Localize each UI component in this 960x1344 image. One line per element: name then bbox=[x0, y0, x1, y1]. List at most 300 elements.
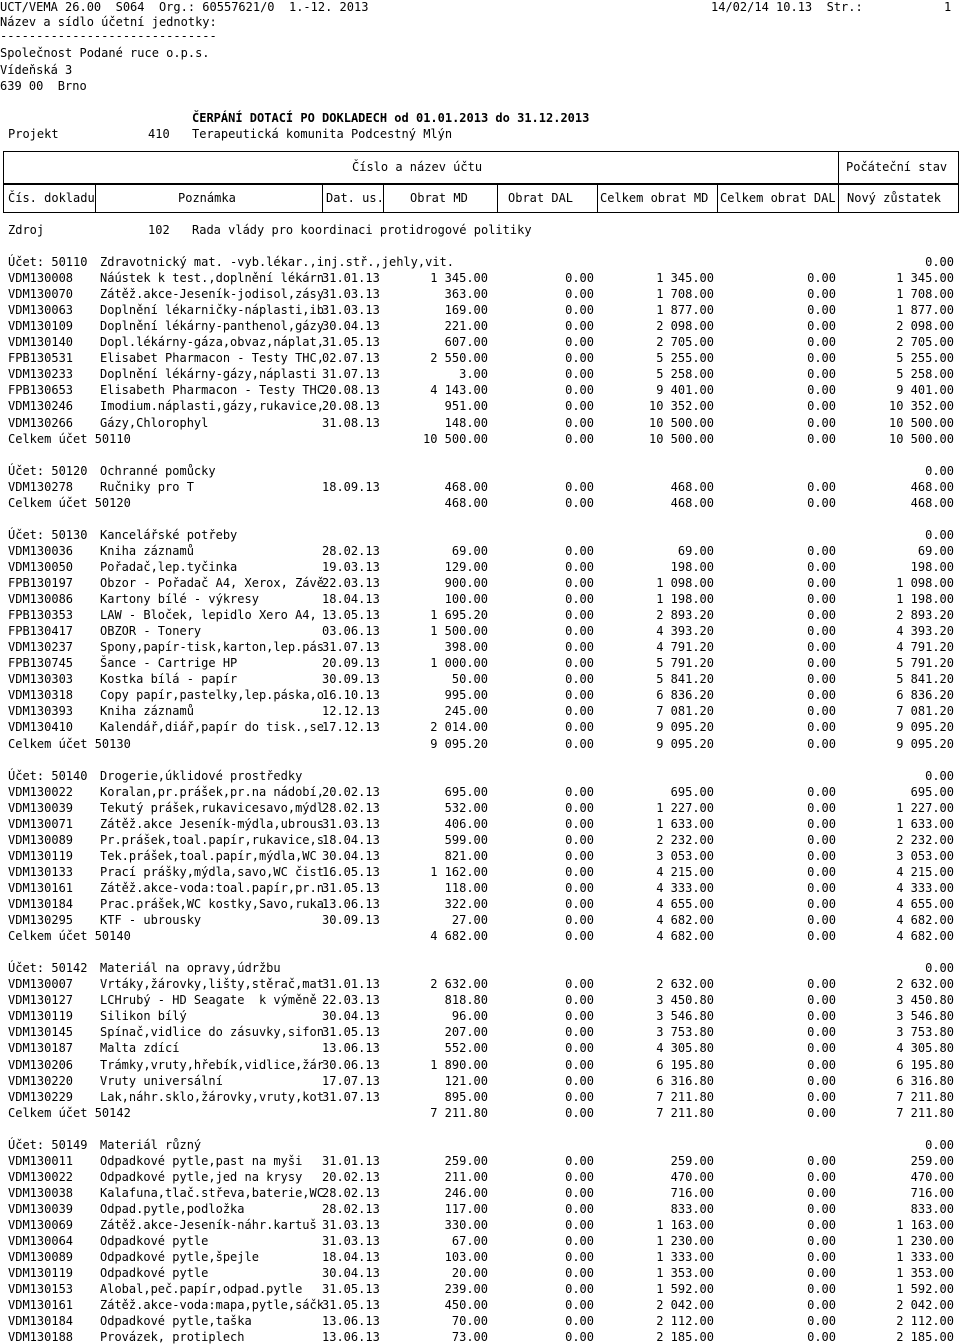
credit: 0.00 bbox=[565, 720, 594, 735]
total-debit: 5 255.00 bbox=[656, 351, 714, 366]
doc-number: VDM130127 bbox=[8, 993, 74, 1008]
debit: 695.00 bbox=[444, 784, 488, 799]
doc-number: VDM130071 bbox=[8, 816, 74, 831]
total-credit: 0.00 bbox=[807, 1185, 836, 1200]
credit: 0.00 bbox=[565, 1073, 594, 1088]
org-street: Vídeňská 3 bbox=[0, 63, 73, 77]
source-label: Zdroj bbox=[8, 223, 45, 237]
doc-number: VDM130119 bbox=[8, 848, 74, 863]
credit: 0.00 bbox=[565, 271, 594, 286]
credit: 0.00 bbox=[565, 832, 594, 847]
debit: 468.00 bbox=[444, 479, 488, 494]
doc-number: VDM130038 bbox=[8, 1185, 74, 1200]
table-row bbox=[0, 993, 960, 1007]
doc-number: VDM130050 bbox=[8, 559, 74, 574]
note: Kniha záznamů bbox=[100, 543, 194, 558]
total-credit: 0.00 bbox=[807, 1330, 836, 1344]
debit: 1 890.00 bbox=[430, 1057, 488, 1072]
total-debit: 6 316.80 bbox=[656, 1073, 714, 1088]
note: Tekutý prášek,rukavicesavo,mýdl bbox=[100, 800, 324, 815]
credit: 0.00 bbox=[565, 543, 594, 558]
doc-number: VDM130119 bbox=[8, 1009, 74, 1024]
total-credit: 0.00 bbox=[807, 640, 836, 655]
posting-date: 17.12.13 bbox=[322, 720, 380, 735]
debit: 1 000.00 bbox=[430, 656, 488, 671]
new-balance: 1 633.00 bbox=[896, 816, 954, 831]
posting-date: 31.01.13 bbox=[322, 977, 380, 992]
total-credit: 0.00 bbox=[807, 816, 836, 831]
table-row bbox=[0, 319, 960, 333]
posting-date: 13.06.13 bbox=[322, 1330, 380, 1344]
col-header: Celkem obrat DAL bbox=[720, 191, 836, 205]
account-name: Kancelářské potřeby bbox=[100, 527, 238, 542]
doc-number: VDM130039 bbox=[8, 1201, 74, 1216]
header-divider bbox=[838, 152, 839, 183]
table-row bbox=[0, 913, 960, 927]
col-header: Nový zůstatek bbox=[847, 191, 941, 205]
new-balance: 69.00 bbox=[917, 543, 954, 558]
table-row bbox=[0, 399, 960, 413]
debit: 532.00 bbox=[444, 800, 488, 815]
posting-date: 31.08.13 bbox=[322, 415, 380, 430]
credit: 0.00 bbox=[565, 1201, 594, 1216]
new-balance: 470.00 bbox=[910, 1169, 954, 1184]
posting-date: 31.07.13 bbox=[322, 367, 380, 382]
doc-number: VDM130008 bbox=[8, 271, 74, 286]
credit: 0.00 bbox=[565, 993, 594, 1008]
posting-date: 20.02.13 bbox=[322, 784, 380, 799]
note: Zátěž.akce-Jeseník-náhr.kartuš bbox=[100, 1218, 317, 1232]
total-credit: 0.00 bbox=[807, 576, 836, 590]
posting-date: 30.09.13 bbox=[322, 913, 380, 928]
account-total-row bbox=[0, 1106, 960, 1120]
total-credit: 0.00 bbox=[807, 1105, 836, 1120]
total-credit: 0.00 bbox=[807, 1153, 836, 1168]
posting-date: 18.04.13 bbox=[322, 1250, 380, 1265]
table-row bbox=[0, 287, 960, 301]
debit: 245.00 bbox=[444, 704, 488, 719]
source-name: Rada vlády pro koordinaci protidrogové politiky bbox=[192, 223, 532, 237]
doc-number: VDM130036 bbox=[8, 543, 74, 558]
page-number: 1 bbox=[944, 0, 952, 14]
credit: 0.00 bbox=[565, 864, 594, 879]
total-debit: 198.00 bbox=[670, 559, 714, 574]
note: Doplnění lékarničky-náplasti,ib bbox=[100, 303, 324, 318]
total-debit: 2 042.00 bbox=[656, 1298, 714, 1313]
table-row bbox=[0, 1282, 960, 1296]
new-balance: 6 195.80 bbox=[896, 1057, 954, 1072]
org-divider: ------------------------------ bbox=[0, 29, 217, 43]
new-balance: 2 098.00 bbox=[896, 319, 954, 334]
credit: 0.00 bbox=[565, 559, 594, 574]
new-balance: 1 345.00 bbox=[896, 271, 954, 286]
debit: 398.00 bbox=[444, 640, 488, 655]
posting-date: 31.07.13 bbox=[322, 1089, 380, 1104]
account-header bbox=[0, 255, 960, 269]
account-header bbox=[0, 769, 960, 783]
total-credit: 0.00 bbox=[807, 1266, 836, 1281]
total-debit: 4 333.00 bbox=[656, 880, 714, 895]
total-debit: 3 753.80 bbox=[656, 1025, 714, 1040]
debit: 100.00 bbox=[444, 592, 488, 607]
posting-date: 18.04.13 bbox=[322, 592, 380, 607]
account-name: Materiál na opravy,údržbu bbox=[100, 961, 281, 976]
total-credit: 0.00 bbox=[807, 592, 836, 607]
table-row bbox=[0, 720, 960, 734]
new-balance: 6 316.80 bbox=[896, 1073, 954, 1088]
credit: 0.00 bbox=[565, 1153, 594, 1168]
table-row bbox=[0, 801, 960, 815]
table-row bbox=[0, 351, 960, 365]
doc-number: VDM130119 bbox=[8, 1266, 74, 1281]
credit: 0.00 bbox=[565, 913, 594, 928]
table-row bbox=[0, 576, 960, 590]
credit: 0.00 bbox=[565, 1009, 594, 1024]
doc-number: FPB130197 bbox=[8, 576, 74, 590]
opening-balance: 0.00 bbox=[925, 1137, 954, 1152]
new-balance: 2 042.00 bbox=[896, 1298, 954, 1313]
total-debit: 1 333.00 bbox=[656, 1250, 714, 1265]
new-balance: 4 682.00 bbox=[896, 929, 954, 944]
total-credit: 0.00 bbox=[807, 1282, 836, 1297]
total-debit: 470.00 bbox=[670, 1169, 714, 1184]
debit: 96.00 bbox=[451, 1009, 488, 1024]
total-label: Celkem účet 50120 bbox=[8, 495, 131, 510]
new-balance: 7 211.80 bbox=[896, 1105, 954, 1120]
total-credit: 0.00 bbox=[807, 1314, 836, 1329]
table-row bbox=[0, 544, 960, 558]
print-date: 14/02/14 10.13 Str.: bbox=[711, 0, 863, 14]
doc-number: VDM130089 bbox=[8, 832, 74, 847]
note: Provázek, protiplech bbox=[100, 1330, 245, 1344]
total-credit: 0.00 bbox=[807, 431, 836, 446]
debit: 67.00 bbox=[451, 1234, 488, 1249]
table-row bbox=[0, 1074, 960, 1088]
note: Gázy,Chlorophyl bbox=[100, 415, 209, 430]
debit: 148.00 bbox=[444, 415, 488, 430]
total-debit: 4 682.00 bbox=[656, 913, 714, 928]
posting-date: 13.05.13 bbox=[322, 608, 380, 623]
debit: 7 211.80 bbox=[430, 1105, 488, 1120]
credit: 0.00 bbox=[565, 1105, 594, 1120]
credit: 0.00 bbox=[565, 608, 594, 623]
note: Doplnění lékárny-gázy,náplasti bbox=[100, 367, 317, 382]
total-credit: 0.00 bbox=[807, 624, 836, 639]
total-credit: 0.00 bbox=[807, 415, 836, 430]
total-credit: 0.00 bbox=[807, 543, 836, 558]
credit: 0.00 bbox=[565, 592, 594, 607]
total-debit: 2 705.00 bbox=[656, 335, 714, 350]
account-number: Účet: 50140 bbox=[8, 768, 88, 783]
new-balance: 3 753.80 bbox=[896, 1025, 954, 1040]
credit: 0.00 bbox=[565, 303, 594, 318]
project-label: Projekt bbox=[8, 127, 59, 141]
total-credit: 0.00 bbox=[807, 977, 836, 992]
credit: 0.00 bbox=[565, 656, 594, 671]
col-header: Celkem obrat MD bbox=[600, 191, 709, 205]
posting-date: 31.01.13 bbox=[322, 271, 380, 286]
note: Prac.prášek,WC kostky,Savo,ruka bbox=[100, 897, 324, 911]
doc-number: VDM130064 bbox=[8, 1234, 74, 1249]
table-row bbox=[0, 785, 960, 799]
note: Zátěž.akce Jeseník-mýdla,ubrous bbox=[100, 816, 324, 831]
table-row bbox=[0, 656, 960, 670]
posting-date: 31.05.13 bbox=[322, 335, 380, 350]
note: Obzor - Pořadač A4, Xerox, Závě bbox=[100, 576, 324, 590]
total-credit: 0.00 bbox=[807, 1250, 836, 1265]
new-balance: 3 053.00 bbox=[896, 848, 954, 863]
credit: 0.00 bbox=[565, 704, 594, 719]
new-balance: 3 450.80 bbox=[896, 993, 954, 1008]
table-row bbox=[0, 303, 960, 317]
note: Malta zdící bbox=[100, 1041, 180, 1056]
new-balance: 10 500.00 bbox=[888, 415, 954, 430]
project-name: Terapeutická komunita Podcestný Mlýn bbox=[192, 127, 453, 141]
credit: 0.00 bbox=[565, 319, 594, 334]
table-row bbox=[0, 271, 960, 285]
new-balance: 833.00 bbox=[910, 1201, 954, 1216]
table-row bbox=[0, 560, 960, 574]
doc-number: VDM130161 bbox=[8, 1298, 74, 1313]
new-balance: 1 353.00 bbox=[896, 1266, 954, 1281]
table-row bbox=[0, 624, 960, 638]
table-row bbox=[0, 1090, 960, 1104]
new-balance: 2 232.00 bbox=[896, 832, 954, 847]
doc-number: FPB130353 bbox=[8, 608, 74, 623]
credit: 0.00 bbox=[565, 624, 594, 639]
account-number: Účet: 50120 bbox=[8, 463, 88, 478]
posting-date: 28.02.13 bbox=[322, 1185, 380, 1200]
note: Trámky,vruty,hřebík,vidlice,žár bbox=[100, 1057, 324, 1072]
posting-date: 03.06.13 bbox=[322, 624, 380, 639]
posting-date: 20.08.13 bbox=[322, 399, 380, 414]
posting-date: 18.04.13 bbox=[322, 832, 380, 847]
new-balance: 468.00 bbox=[910, 495, 954, 510]
posting-date: 13.06.13 bbox=[322, 1314, 380, 1329]
note: Doplnění lékárny-panthenol,gázy bbox=[100, 319, 324, 334]
total-debit: 1 230.00 bbox=[656, 1234, 714, 1249]
credit: 0.00 bbox=[565, 816, 594, 831]
note: Odpadkové pytle,taška bbox=[100, 1314, 252, 1329]
new-balance: 5 841.20 bbox=[896, 672, 954, 687]
total-debit: 716.00 bbox=[670, 1185, 714, 1200]
posting-date: 19.03.13 bbox=[322, 559, 380, 574]
posting-date: 13.06.13 bbox=[322, 897, 380, 911]
total-debit: 3 450.80 bbox=[656, 993, 714, 1008]
note: Dopl.lékárny-gáza,obvaz,náplat, bbox=[100, 335, 324, 350]
doc-number: VDM130022 bbox=[8, 784, 74, 799]
new-balance: 2 112.00 bbox=[896, 1314, 954, 1329]
table-row bbox=[0, 817, 960, 831]
note: Elisabeth Pharmacon - Testy THC bbox=[100, 383, 324, 398]
note: Odpadkové pytle bbox=[100, 1234, 209, 1249]
posting-date: 20.02.13 bbox=[322, 1169, 380, 1184]
table-row bbox=[0, 1186, 960, 1200]
posting-date: 22.03.13 bbox=[322, 576, 380, 590]
header-divider bbox=[597, 185, 598, 212]
posting-date: 31.07.13 bbox=[322, 640, 380, 655]
total-debit: 4 655.00 bbox=[656, 897, 714, 911]
total-credit: 0.00 bbox=[807, 720, 836, 735]
debit: 20.00 bbox=[451, 1266, 488, 1281]
col-header: Čís. dokladu bbox=[8, 191, 95, 205]
posting-date: 13.06.13 bbox=[322, 1041, 380, 1056]
total-credit: 0.00 bbox=[807, 913, 836, 928]
debit: 599.00 bbox=[444, 832, 488, 847]
doc-number: VDM130229 bbox=[8, 1089, 74, 1104]
doc-number: VDM130187 bbox=[8, 1041, 74, 1056]
debit: 818.80 bbox=[444, 993, 488, 1008]
debit: 995.00 bbox=[444, 688, 488, 703]
project-code: 410 bbox=[148, 127, 170, 141]
debit: 211.00 bbox=[444, 1169, 488, 1184]
debit: 2 014.00 bbox=[430, 720, 488, 735]
credit: 0.00 bbox=[565, 929, 594, 944]
note: Pořadač,lep.tyčinka bbox=[100, 559, 238, 574]
total-credit: 0.00 bbox=[807, 1201, 836, 1216]
total-credit: 0.00 bbox=[807, 1218, 836, 1232]
posting-date: 30.04.13 bbox=[322, 1009, 380, 1024]
debit: 821.00 bbox=[444, 848, 488, 863]
new-balance: 9 095.20 bbox=[896, 736, 954, 751]
new-balance: 2 185.00 bbox=[896, 1330, 954, 1344]
account-total-row bbox=[0, 496, 960, 510]
note: LAW - Bloček, lepidlo Xero A4, bbox=[100, 608, 317, 623]
total-debit: 468.00 bbox=[670, 479, 714, 494]
note: Zátěž.akce-voda:toal.papír,pr.n bbox=[100, 880, 324, 895]
credit: 0.00 bbox=[565, 576, 594, 590]
new-balance: 716.00 bbox=[910, 1185, 954, 1200]
note: Tek.prášek,toal.papír,mýdla,WC bbox=[100, 848, 317, 863]
new-balance: 468.00 bbox=[910, 479, 954, 494]
credit: 0.00 bbox=[565, 287, 594, 302]
debit: 73.00 bbox=[451, 1330, 488, 1344]
credit: 0.00 bbox=[565, 335, 594, 350]
table-row bbox=[0, 1298, 960, 1312]
credit: 0.00 bbox=[565, 1169, 594, 1184]
org-label: Název a sídlo účetní jednotky: bbox=[0, 15, 217, 29]
credit: 0.00 bbox=[565, 1266, 594, 1281]
posting-date: 30.09.13 bbox=[322, 672, 380, 687]
new-balance: 1 098.00 bbox=[896, 576, 954, 590]
new-balance: 1 163.00 bbox=[896, 1218, 954, 1232]
doc-number: VDM130246 bbox=[8, 399, 74, 414]
total-credit: 0.00 bbox=[807, 1089, 836, 1104]
account-name: Materiál různý bbox=[100, 1137, 202, 1152]
doc-number: VDM130086 bbox=[8, 592, 74, 607]
note: Silikon bílý bbox=[100, 1009, 187, 1024]
note: Spínač,vidlice do zásuvky,sifon bbox=[100, 1025, 324, 1040]
new-balance: 3 546.80 bbox=[896, 1009, 954, 1024]
debit: 70.00 bbox=[451, 1314, 488, 1329]
new-balance: 9 095.20 bbox=[896, 720, 954, 735]
doc-number: VDM130184 bbox=[8, 1314, 74, 1329]
total-credit: 0.00 bbox=[807, 479, 836, 494]
doc-number: VDM130295 bbox=[8, 913, 74, 928]
total-credit: 0.00 bbox=[807, 784, 836, 799]
posting-date: 20.08.13 bbox=[322, 383, 380, 398]
account-header bbox=[0, 961, 960, 975]
account-name: Ochranné pomůcky bbox=[100, 463, 216, 478]
header-divider bbox=[497, 185, 498, 212]
col-header: Obrat MD bbox=[410, 191, 468, 205]
doc-number: VDM130161 bbox=[8, 880, 74, 895]
table-row bbox=[0, 367, 960, 381]
total-debit: 10 352.00 bbox=[648, 399, 714, 414]
org-name: Společnost Podané ruce o.p.s. bbox=[0, 46, 210, 60]
posting-date: 16.10.13 bbox=[322, 688, 380, 703]
posting-date: 31.05.13 bbox=[322, 880, 380, 895]
credit: 0.00 bbox=[565, 977, 594, 992]
new-balance: 695.00 bbox=[910, 784, 954, 799]
debit: 103.00 bbox=[444, 1250, 488, 1265]
table-row bbox=[0, 383, 960, 397]
note: OBZOR - Tonery bbox=[100, 624, 202, 639]
col-header: Poznámka bbox=[178, 191, 236, 205]
debit: 239.00 bbox=[444, 1282, 488, 1297]
total-debit: 2 632.00 bbox=[656, 977, 714, 992]
total-debit: 10 500.00 bbox=[648, 431, 714, 446]
credit: 0.00 bbox=[565, 784, 594, 799]
col-header: Dat. us. bbox=[326, 191, 384, 205]
total-credit: 0.00 bbox=[807, 1073, 836, 1088]
total-debit: 3 053.00 bbox=[656, 848, 714, 863]
header-divider bbox=[322, 185, 323, 212]
debit: 4 143.00 bbox=[430, 383, 488, 398]
note: Kniha záznamů bbox=[100, 704, 194, 719]
doc-number: VDM130410 bbox=[8, 720, 74, 735]
doc-number: VDM130206 bbox=[8, 1057, 74, 1072]
posting-date: 30.04.13 bbox=[322, 848, 380, 863]
table-row bbox=[0, 849, 960, 863]
note: Prací prášky,mýdla,savo,WC čist bbox=[100, 864, 324, 879]
total-debit: 2 185.00 bbox=[656, 1330, 714, 1344]
total-debit: 468.00 bbox=[670, 495, 714, 510]
total-debit: 7 081.20 bbox=[656, 704, 714, 719]
new-balance: 5 255.00 bbox=[896, 351, 954, 366]
new-balance: 1 230.00 bbox=[896, 1234, 954, 1249]
doc-number: VDM130070 bbox=[8, 287, 74, 302]
doc-number: VDM130089 bbox=[8, 1250, 74, 1265]
account-title-header: Číslo a název účtu bbox=[352, 160, 483, 174]
posting-date: 31.05.13 bbox=[322, 1025, 380, 1040]
posting-date: 12.12.13 bbox=[322, 704, 380, 719]
account-total-row bbox=[0, 737, 960, 751]
account-number: Účet: 50142 bbox=[8, 961, 88, 976]
account-name: Zdravotnický mat. -vyb.lékar.,inj.stř.,jehly,vit. bbox=[100, 255, 455, 269]
note: Elisabet Pharmacon - Testy THC, bbox=[100, 351, 324, 366]
posting-date: 02.07.13 bbox=[322, 351, 380, 366]
credit: 0.00 bbox=[565, 367, 594, 382]
posting-date: 31.01.13 bbox=[322, 1153, 380, 1168]
total-credit: 0.00 bbox=[807, 367, 836, 382]
new-balance: 198.00 bbox=[910, 559, 954, 574]
debit: 895.00 bbox=[444, 1089, 488, 1104]
note: Kostka bílá - papír bbox=[100, 672, 238, 687]
table-row bbox=[0, 1025, 960, 1039]
note: Kalendář,diář,papír do tisk.,se bbox=[100, 720, 324, 735]
new-balance: 1 592.00 bbox=[896, 1282, 954, 1297]
total-debit: 1 633.00 bbox=[656, 816, 714, 831]
note: Lak,náhr.sklo,žárovky,vruty,kot bbox=[100, 1089, 324, 1104]
total-credit: 0.00 bbox=[807, 319, 836, 334]
table-row bbox=[0, 1250, 960, 1264]
credit: 0.00 bbox=[565, 880, 594, 895]
table-row bbox=[0, 881, 960, 895]
total-debit: 6 836.20 bbox=[656, 688, 714, 703]
doc-number: VDM130393 bbox=[8, 704, 74, 719]
opening-balance: 0.00 bbox=[925, 463, 954, 478]
